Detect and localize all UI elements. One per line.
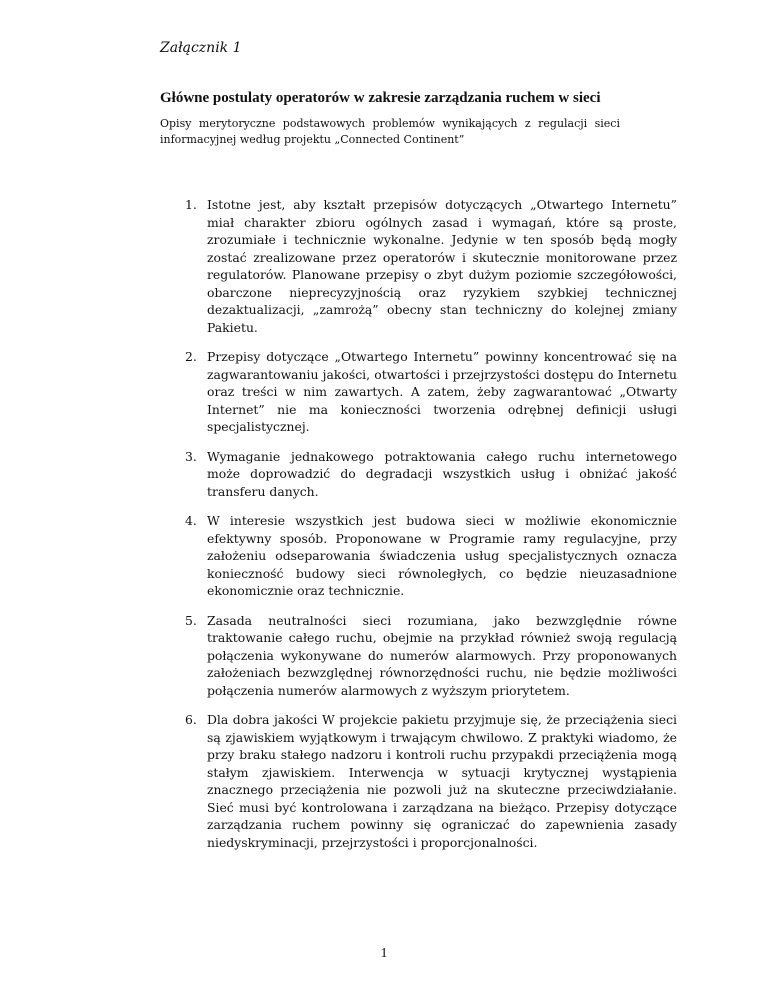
list-item: [185, 512, 677, 600]
list-item-number: 2.: [185, 349, 197, 364]
list-item: [185, 612, 677, 700]
list-item: [185, 448, 677, 501]
list-item: [185, 711, 677, 851]
list-item-number: 6.: [185, 712, 197, 727]
list-item-number: 4.: [185, 513, 197, 528]
list-item-number: 5.: [185, 612, 197, 628]
list-item-text: Przepisy dotyczące „Otwartego Internetu” powinny koncentrować się na zagwarantowaniu jakości, otwartości i przejrzystości dostępu do Internetu oraz treści w nim zawartych. A zatem, żeby zagwarantować „Otwarty Internet” nie ma konieczności tworzenia odrębnej definicji usługi specjalistycznej.: [207, 349, 677, 434]
list-item-number: 1.: [185, 197, 197, 212]
annex-label: Załącznik 1: [160, 40, 242, 56]
list-item: [185, 196, 677, 336]
postulates-list: [185, 196, 677, 863]
list-item-text: W interesie wszystkich jest budowa sieci w możliwie ekonomicznie efektywny sposób. Proponowane w Programie ramy regulacyjne, przy założeniu odseparowania świadczenia usług specjalistycznych oznacza konieczność budowy sieci równoległych, co będzie nieuzasadnione ekonomicznie oraz technicznie.: [207, 513, 677, 598]
document-subtitle: Opisy merytoryczne podstawowych problemów wynikających z regulacji sieci informacyjnej według projektu „Connected Continent”: [160, 117, 620, 146]
list-item-number: 3.: [185, 448, 197, 464]
list-item-text: Wymaganie jednakowego potraktowania całego ruchu internetowego może doprowadzić do degradacji wszystkich usług i obniżać jakość transferu danych.: [207, 448, 677, 499]
page-number: 1: [380, 946, 388, 961]
list-item-text: Istotne jest, aby kształt przepisów dotyczących „Otwartego Internetu” miał charakter zbioru ogólnych zasad i wymagań, które są proste, zrozumiałe i technicznie wykonalne. Jedynie w ten sposób będą mogły zostać zrealizowane przez operatorów i skutecznie monitorowane przez regulatorów. Planowane przepisy o zbyt dużym poziomie szczegółowości, obarczone nieprecyzyjnością oraz ryzykiem szybkiej technicznej dezaktualizacji, „zamrożą” obecny stan techniczny do kolejnej zmiany Pakietu.: [207, 197, 677, 335]
list-item-text: Dla dobra jakości W projekcie pakietu przyjmuje się, że przeciążenia sieci są zjawiskiem wyjątkowym i trwającym chwilowo. Z praktyki wiadomo, że przy braku stałego nadzoru i kontroli ruchu przypakdi przeciążenia mogą stałym zjawiskiem. Interwencja w sytuacji krytycznej wystąpienia znacznego przeciążenia nie pozwoli już na skuteczne przeciwdziałanie. Sieć musi być kontrolowana i zarządzana na bieżąco. Przepisy dotyczące zarządzania ruchem powinny się ograniczać do zapewnienia zasady niedyskryminacji, przejrzystości i proporcjonalności.: [207, 712, 677, 850]
list-item: [185, 348, 677, 436]
list-item-text: Zasada neutralności sieci rozumiana, jako bezwzględnie równe traktowanie całego ruchu, obejmie na przykład również swoją regulacją połączenia wykonywane do numerów alarmowych. Przy proponowanych założeniach bezwzględnej równorzędności ruchu, nie będzie możliwości połączenia numerów alarmowych z wyższym priorytetem.: [207, 612, 677, 698]
document-title: Główne postulaty operatorów w zakresie zarządzania ruchem w sieci: [160, 90, 601, 106]
